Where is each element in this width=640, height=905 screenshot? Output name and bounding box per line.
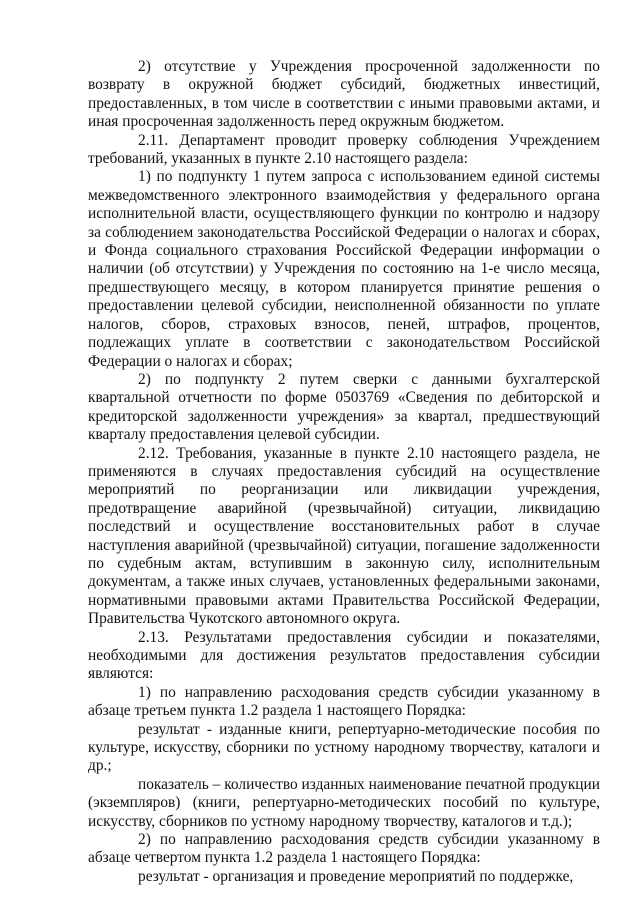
paragraph-result-1: результат - изданные книги, репертуарно-методические пособия по культуре, искусству, сборники по устному народному творчеству, каталоги и др.; xyxy=(88,720,600,775)
paragraph-2-11-sub-1: 1) по подпункту 1 путем запроса с использованием единой системы межведомственного электронного взаимодействия у федерального органа исполнительной власти, осуществляющего функции по контролю и надзору за соблюдением законодательства Российской Федерации о налогах и сборах, и Фонда социального страхования Российской Федерации информации о наличии (об отсутствии) у Учреждения по состоянию на 1-е число месяца, предшествующего месяцу, в котором планируется принятие решения о предоставлении целевой субсидии, неисполненной обязанности по уплате налогов, сборов, страховых взносов, пеней, штрафов, процентов, подлежащих уплате в соответствии с законодательством Российской Федерации о налогах и сборах; xyxy=(88,168,600,370)
paragraph-2-11-sub-2: 2) по подпункту 2 путем сверки с данными бухгалтерской квартальной отчетности по форме 0503769 «Сведения по дебиторской и кредиторской задолженности учреждения» за квартал, предшествующий кварталу предоставления целевой субсидии. xyxy=(88,370,600,444)
paragraph-2-13-sub-2: 2) по направлению расходования средств субсидии указанному в абзаце четвертом пункта 1.2 раздела 1 настоящего Порядка: xyxy=(88,831,600,867)
paragraph-2-13: 2.13. Результатами предоставления субсидии и показателями, необходимыми для достижения результатов предоставления субсидии являются: xyxy=(88,628,600,683)
paragraph-2-11: 2.11. Департамент проводит проверку соблюдения Учреждением требований, указанных в пункте 2.10 настоящего раздела: xyxy=(88,131,600,168)
document-body xyxy=(88,58,600,886)
paragraph-2-13-sub-1: 1) по направлению расходования средств субсидии указанному в абзаце третьем пункта 1.2 раздела 1 настоящего Порядка: xyxy=(88,683,600,720)
paragraph-no-arrears: 2) отсутствие у Учреждения просроченной задолженности по возврату в окружной бюджет субсидий, бюджетных инвестиций, предоставленных, в том числе в соответствии с иными правовыми актами, и иная просроченная задолженность перед окружным бюджетом. xyxy=(88,58,600,131)
paragraph-2-12: 2.12. Требования, указанные в пункте 2.10 настоящего раздела, не применяются в случаях предоставления субсидий на осуществление мероприятий по реорганизации или ликвидации учреждения, предотвращение аварийной (чрезвычайной) ситуации, ликвидацию последствий и осуществление восстановительных работ в случае наступления аварийной (чрезвычайной) ситуации, погашение задолженности по судебным актам, вступившим в законную силу, исполнительным документам, а также иных случаев, установленных федеральными законами, нормативными правовыми актами Правительства Российской Федерации, Правительства Чукотского автономного округа. xyxy=(88,444,600,628)
paragraph-result-2: результат - организация и проведение мероприятий по поддержке, xyxy=(138,867,574,885)
paragraph-indicator-1: показатель – количество изданных наименование печатной продукции (экземпляров) (книги, репертуарно-методических пособий по культуре, искусству, сборников по устному народному творчеству, каталогов и т.д.); xyxy=(88,775,600,830)
